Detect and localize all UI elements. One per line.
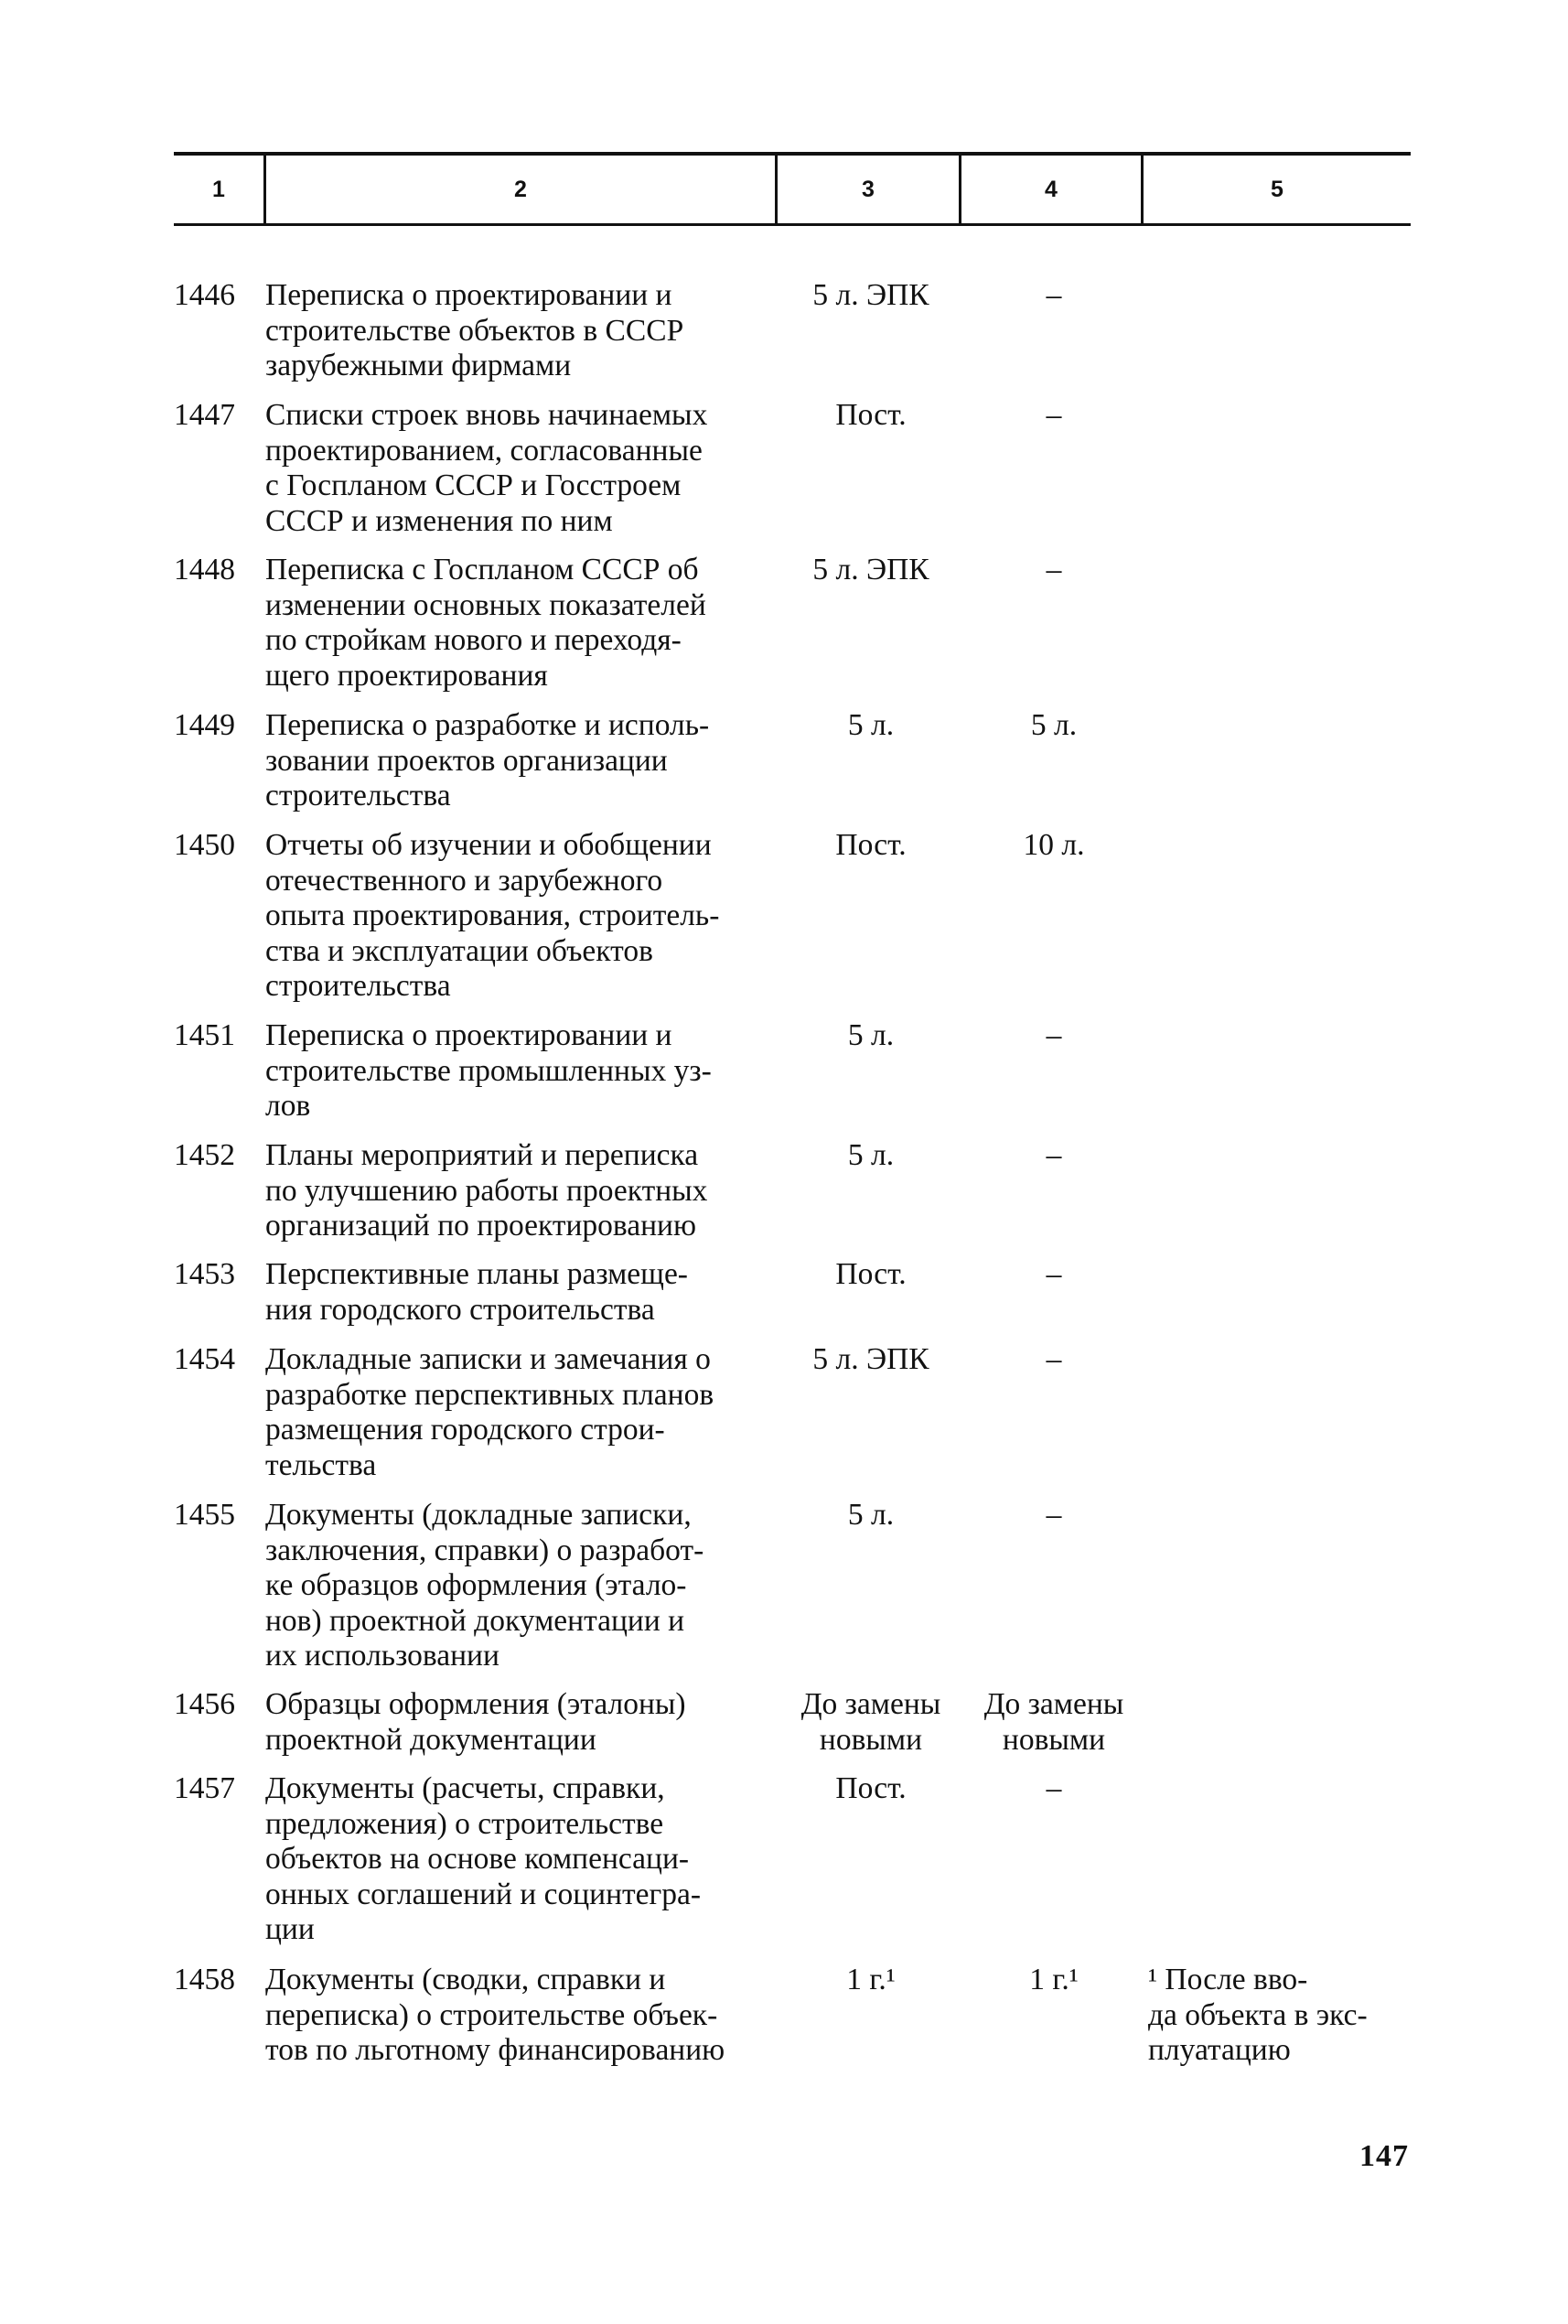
retention-period-alt: –	[1046, 1498, 1062, 1532]
retention-period-alt: –	[1046, 398, 1062, 432]
document-type-description: Планы мероприятий и переписка по улучшению работы проектных организаций по проектированию	[265, 1138, 708, 1243]
retention-period: 5 л.	[847, 1498, 895, 1532]
retention-period: 5 л.	[847, 1138, 895, 1172]
article-number: 1450	[174, 828, 235, 862]
retention-period: Пост.	[835, 398, 907, 432]
retention-period: 5 л. ЭПК	[812, 278, 929, 312]
retention-period: 1 г.¹	[846, 1963, 896, 1996]
page-number: 147	[1359, 2139, 1409, 2173]
document-type-description: Документы (сводки, справки и переписка) о строительстве объек- тов по льготному финансированию	[265, 1963, 725, 2067]
retention-period-alt: –	[1046, 278, 1062, 312]
article-number: 1446	[174, 278, 235, 312]
article-number: 1457	[174, 1771, 235, 1805]
document-type-description: Документы (докладные записки, заключения, справки) о разработ- ке образцов оформления (этало- нов) проектной документации и их использовании	[265, 1498, 704, 1673]
document-type-description: Докладные записки и замечания о разработке перспективных планов размещения городского строи- тельства	[265, 1342, 714, 1482]
article-number: 1454	[174, 1342, 235, 1376]
retention-period-alt: 10 л.	[1023, 828, 1085, 862]
document-type-description: Перспективные планы размеще- ния городского строительства	[265, 1257, 688, 1327]
column-header-4: 4	[1045, 176, 1058, 202]
column-header-2: 2	[514, 176, 527, 202]
column-header-3: 3	[862, 176, 875, 202]
retention-period-alt: До замены новыми	[983, 1687, 1124, 1757]
article-number: 1458	[174, 1963, 235, 1996]
retention-period: До замены новыми	[800, 1687, 941, 1757]
document-type-description: Отчеты об изучении и обобщении отечественного и зарубежного опыта проектирования, строитель- ства и эксплуатации объектов строительства	[265, 828, 720, 1003]
article-number: 1449	[174, 708, 235, 742]
retention-period-alt: –	[1046, 1018, 1062, 1052]
retention-period-alt: –	[1046, 553, 1062, 586]
retention-period-alt: –	[1046, 1771, 1062, 1805]
retention-period-alt: 1 г.¹	[1029, 1963, 1079, 1996]
table-header-bottom-rule	[174, 223, 1411, 226]
retention-period-alt: –	[1046, 1138, 1062, 1172]
article-number: 1447	[174, 398, 235, 432]
retention-period: 5 л. ЭПК	[812, 553, 929, 586]
article-number: 1453	[174, 1257, 235, 1291]
retention-period-alt: –	[1046, 1257, 1062, 1291]
retention-period-alt: –	[1046, 1342, 1062, 1376]
retention-period: Пост.	[835, 1771, 907, 1805]
retention-period: 5 л.	[847, 708, 895, 742]
column-header-1: 1	[212, 176, 225, 202]
retention-period-alt: 5 л.	[1030, 708, 1078, 742]
article-number: 1452	[174, 1138, 235, 1172]
column-header-5: 5	[1271, 176, 1283, 202]
retention-period: Пост.	[835, 828, 907, 862]
document-type-description: Переписка о проектировании и строительстве объектов в СССР зарубежными фирмами	[265, 278, 684, 382]
article-number: 1455	[174, 1498, 235, 1532]
document-type-description: Переписка о проектировании и строительстве промышленных уз- лов	[265, 1018, 712, 1123]
retention-period: Пост.	[835, 1257, 907, 1291]
article-number: 1451	[174, 1018, 235, 1052]
footnote: ¹ После вво- да объекта в экс- плуатацию	[1148, 1963, 1368, 2067]
document-type-description: Переписка о разработке и исполь- зовании проектов организации строительства	[265, 708, 710, 812]
document-type-description: Переписка с Госпланом СССР об изменении основных показателей по стройкам нового и переходя- щего проектирования	[265, 553, 706, 693]
retention-period: 5 л. ЭПК	[812, 1342, 929, 1376]
document-type-description: Образцы оформления (эталоны) проектной документации	[265, 1687, 686, 1757]
article-number: 1448	[174, 553, 235, 586]
article-number: 1456	[174, 1687, 235, 1721]
document-type-description: Документы (расчеты, справки, предложения) о строительстве объектов на основе компенсаци- онных соглашений и социнтегра- ции	[265, 1771, 702, 1946]
document-type-description: Списки строек вновь начинаемых проектированием, согласованные с Госпланом СССР и Госстроем СССР и изменения по ним	[265, 398, 708, 538]
retention-period: 5 л.	[847, 1018, 895, 1052]
